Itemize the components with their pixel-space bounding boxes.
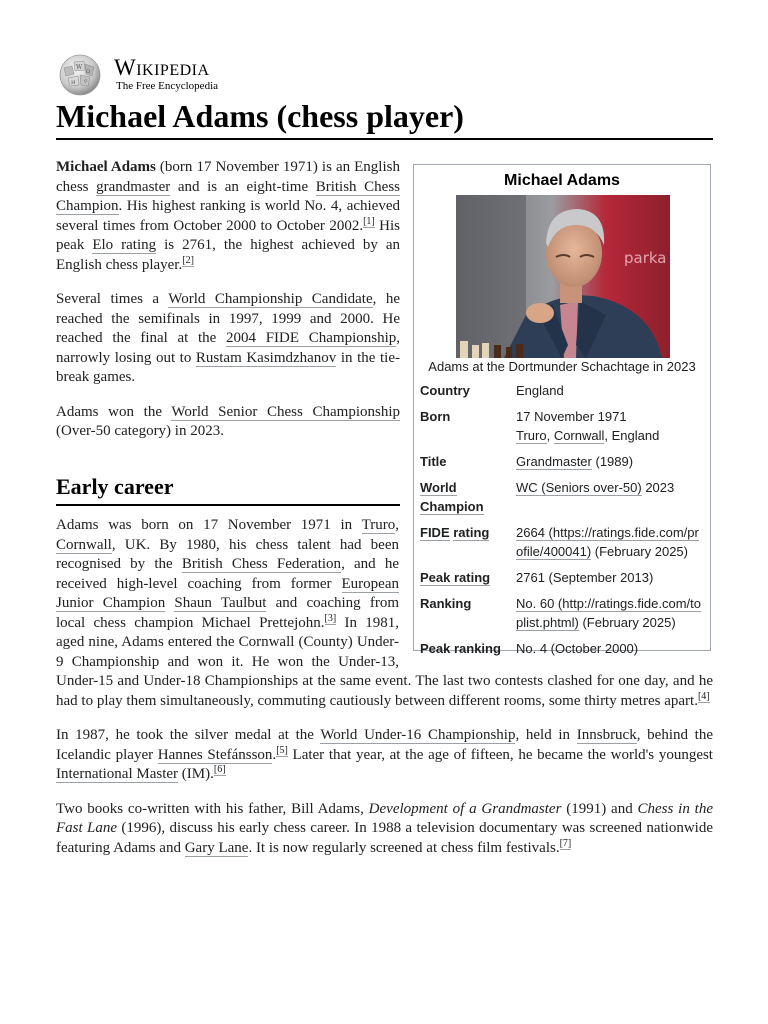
reference-link[interactable]: [1] xyxy=(363,215,375,227)
text: , he reached the semifinals in 1997, 1999 and 2000. He reached the final at the xyxy=(56,291,400,346)
infobox xyxy=(413,164,711,656)
text: and is an eight-time xyxy=(170,178,316,195)
value-title xyxy=(516,452,706,478)
infobox-row-title xyxy=(420,452,706,478)
page-title: Michael Adams (chess player) xyxy=(56,96,713,140)
link-rating[interactable]: rating xyxy=(453,525,490,540)
text: Adams was born on 17 November 1971 in xyxy=(56,517,362,533)
text: (born 17 November 1971) is an English chess xyxy=(56,159,400,195)
text: In 1981, aged nine, Adams entered the Cornwall (County) Under-9 Championship and won it. He won the Under-13, Under-15 and Under-18 Championships at the same event. The last two contests clashed for one day, and he had to play them simultaneously, commuting cautiously between different rooms, some thirty metres apart. xyxy=(56,614,713,709)
link-cornwall[interactable]: Cornwall xyxy=(553,428,605,443)
svg-text:ウ: ウ xyxy=(83,79,89,85)
early-paragraph-3 xyxy=(56,800,713,859)
label-peak-rating xyxy=(420,568,516,594)
wikipedia-globe-icon xyxy=(56,54,104,96)
reference-3[interactable] xyxy=(325,613,337,625)
text: (1996), discuss his early chess career. In 1988 a television documentary was screened nationwide featuring Adams and xyxy=(56,820,713,856)
link-2004-fide-championship[interactable]: 2004 FIDE Championship xyxy=(226,330,397,346)
link-grandmaster[interactable]: Grandmaster xyxy=(516,454,592,469)
link-fide-profile[interactable]: 2664 (https://ratings.fide.com/profile/400041) xyxy=(516,525,699,559)
text: (1991) and xyxy=(561,800,638,817)
birth-date: 17 November 1971 xyxy=(516,409,627,424)
reference-link[interactable]: [3] xyxy=(324,612,337,624)
infobox-row-fide-rating xyxy=(420,523,706,568)
link-innsbruck[interactable]: Innsbruck xyxy=(576,727,637,743)
value-country: England xyxy=(516,383,564,398)
text: In 1987, he took the silver medal at the xyxy=(56,727,321,743)
link-peak-rating[interactable]: Peak rating xyxy=(420,570,491,585)
text: . It is now regularly screened at chess film festivals. xyxy=(248,839,560,856)
infobox-table xyxy=(420,381,706,665)
link-world-champion[interactable]: Champion xyxy=(420,499,484,514)
value-peak-ranking: No. 4 (October 2000) xyxy=(516,641,639,656)
value-born: 17 November 1971 Truro, Cornwall, England xyxy=(516,409,660,443)
reference-7[interactable] xyxy=(560,838,572,850)
text: , UK. By 1980, his chess talent had been recognised by the xyxy=(56,536,399,572)
text: (February 2025) xyxy=(591,544,688,559)
text: His peak xyxy=(56,217,401,253)
link-hannes-stefansson[interactable]: Hannes Stefánsson xyxy=(157,746,273,763)
reference-link[interactable]: [4] xyxy=(697,690,710,702)
book-title-1: Development of a Grandmaster xyxy=(368,800,562,817)
link-shaun-taulbut[interactable]: Shaun Taulbut xyxy=(174,595,267,611)
infobox-row-peak-rating xyxy=(420,568,706,594)
text: Later that year, at the age of fifteen, he became the world's youngest xyxy=(287,746,713,763)
label-peak-ranking: Peak ranking xyxy=(420,641,501,656)
link-british-chess-federation[interactable]: British Chess Federation xyxy=(181,556,342,572)
infobox-row-born xyxy=(420,407,706,452)
link-rustam-kasimdzhanov[interactable]: Rustam Kasimdzhanov xyxy=(195,349,337,366)
link-world-under-16-championship[interactable]: World Under-16 Championship xyxy=(320,727,516,743)
text: . His highest ranking is world No. 4, achieved several times from October 2000 to October 2002. xyxy=(56,198,400,234)
svg-text:Ω: Ω xyxy=(86,69,91,75)
link-world-championship-candidate[interactable]: World Championship Candidate xyxy=(168,291,373,307)
infobox-row-ranking xyxy=(420,594,706,639)
text: Two books co-written with his father, Bill Adams, xyxy=(56,800,369,817)
link-british-chess-champion[interactable]: British Chess Champion xyxy=(56,178,400,214)
link-truro[interactable]: Truro xyxy=(516,428,547,443)
text: , England xyxy=(604,428,660,443)
infobox-row-country xyxy=(420,381,706,407)
reference-link[interactable]: [2] xyxy=(182,254,194,266)
reference-4[interactable] xyxy=(698,691,710,703)
label-title: Title xyxy=(420,454,447,469)
reference-1[interactable] xyxy=(363,216,375,228)
link-fide[interactable]: FIDE xyxy=(420,525,450,540)
value-fide-rating xyxy=(516,523,706,568)
label-world-champion xyxy=(420,478,516,523)
label-fide-rating xyxy=(420,523,516,568)
reference-link[interactable]: [6] xyxy=(213,764,226,775)
reference-6[interactable] xyxy=(214,764,226,776)
link-european-junior-champion[interactable]: European Junior Champion xyxy=(56,575,399,611)
text: . xyxy=(272,746,277,763)
value-peak-rating: 2761 (September 2013) xyxy=(516,570,654,585)
wordmark: Wikipedia xyxy=(114,55,210,80)
text: (Over-50 category) in 2023. xyxy=(56,423,224,439)
photo-caption: Adams at the Dortmunder Schachtage in 2023 xyxy=(428,359,696,374)
reference-link[interactable]: [7] xyxy=(559,837,572,849)
text: , xyxy=(395,517,399,533)
lead-paragraph-2 xyxy=(56,290,400,388)
infobox-title: Michael Adams xyxy=(504,172,620,189)
player-photo[interactable] xyxy=(456,195,670,358)
value-ranking xyxy=(516,594,706,639)
book-title-2: Chess in the Fast Lane xyxy=(56,800,713,836)
text: Adams won the xyxy=(56,403,172,420)
link-elo-rating[interactable]: Elo rating xyxy=(92,237,157,253)
text: , narrowly losing out to xyxy=(56,330,400,366)
lead-paragraph-1 xyxy=(56,158,400,275)
section-heading-early-career: Early career xyxy=(56,473,400,506)
infobox-row-peak-ranking xyxy=(420,639,706,665)
text: 2023 xyxy=(641,480,675,495)
link-world-senior-chess-championship[interactable]: World Senior Chess Championship xyxy=(171,403,400,420)
reference-2[interactable] xyxy=(182,255,194,267)
early-paragraph-2 xyxy=(56,726,713,785)
tagline: The Free Encyclopedia xyxy=(116,80,219,92)
svg-text:И: И xyxy=(71,80,76,86)
text: (IM). xyxy=(178,766,214,782)
reference-link[interactable]: [5] xyxy=(276,744,288,756)
lead-paragraph-3 xyxy=(56,403,400,442)
reference-5[interactable] xyxy=(276,745,288,757)
text: (February 2025) xyxy=(578,615,676,630)
link-grandmaster[interactable]: grandmaster xyxy=(96,178,171,195)
label-ranking: Ranking xyxy=(420,596,472,611)
link-cornwall[interactable]: Cornwall xyxy=(56,536,112,553)
svg-text:parka: parka xyxy=(624,249,667,267)
subject-name: Michael Adams xyxy=(56,159,156,175)
infobox-row-world-champion xyxy=(420,478,706,523)
label-country: Country xyxy=(420,383,470,398)
value-world-champion xyxy=(516,478,706,523)
link-truro[interactable]: Truro xyxy=(361,517,396,533)
text: , and he received high-level coaching from former xyxy=(56,556,399,592)
link-world-champion[interactable]: World xyxy=(420,480,457,495)
text: , held in xyxy=(515,727,577,743)
text: (1989) xyxy=(591,454,634,469)
label-born: Born xyxy=(420,409,451,424)
text: , behind the Icelandic player xyxy=(56,727,713,763)
link-gary-lane[interactable]: Gary Lane xyxy=(184,839,249,856)
lead-section xyxy=(56,158,400,457)
text: and coaching from local chess champion Michael Prettejohn. xyxy=(56,595,400,631)
svg-text:W: W xyxy=(76,64,83,71)
link-wc-seniors[interactable]: WC (Seniors over-50) xyxy=(516,480,642,495)
text: is 2761, the highest achieved by an English chess player. xyxy=(56,237,400,273)
link-fide-toplist[interactable]: No. 60 (http://ratings.fide.com/toplist.phtml) xyxy=(516,596,701,630)
link-international-master[interactable]: International Master xyxy=(56,766,179,782)
text: in the tie-break games. xyxy=(56,349,400,385)
text: Several times a xyxy=(56,291,169,307)
